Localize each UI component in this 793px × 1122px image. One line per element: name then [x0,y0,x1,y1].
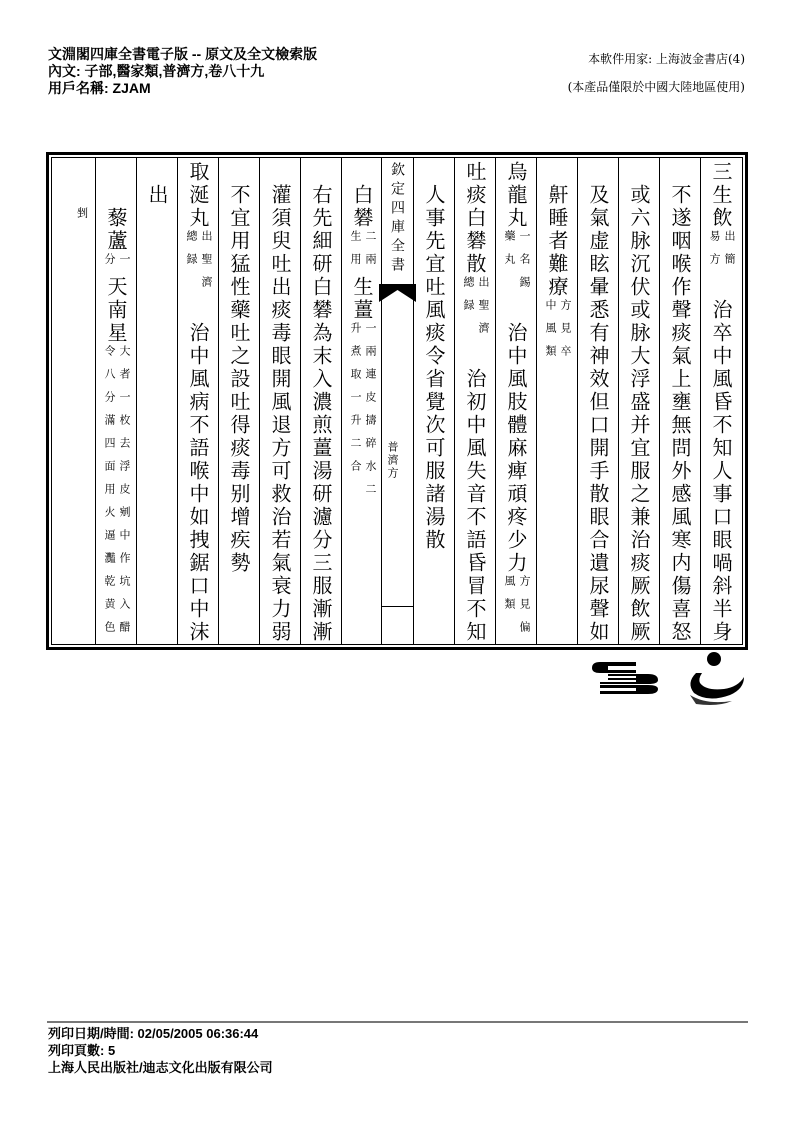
document-header [48,46,317,97]
center-fold-panel [381,158,413,644]
text-column [177,158,218,644]
text-column [495,158,536,644]
ingredient: 藜蘆 [104,207,128,253]
annotation: 出聖濟 總録 [462,276,490,345]
text-line: 或六脉沉伏或脉大浮盛并宜服之兼治痰厥飲厥 [627,184,651,644]
text-line: 治卒中風昏不知人事口眼喎斜半身 [709,299,733,644]
panel-divider [382,606,413,607]
text-column [300,158,341,644]
header-restriction: (本產品僅限於中國大陸地區使用) [567,80,745,94]
annotation: 二兩 生用 [349,230,377,276]
ingredient: 白礬 [350,184,374,230]
text-line: 右先細研白礬為末入濃煎薑湯研濾分三服漸漸 [309,184,333,644]
fishtail-mark-icon [379,284,416,302]
digital-heritage-logo-icon [686,651,746,707]
ingredient: 生薑 [350,276,374,322]
text-line: 人事先宜吐風痰令省覺次可服諸湯散 [422,184,446,552]
formula-title: 三生飲 [709,161,733,230]
formula-title: 烏龍丸 [504,161,528,230]
publisher-logo-icon [592,662,658,694]
text-column [95,158,136,644]
text-column [659,158,700,644]
text-line: 鼾睡者難療 [545,184,569,299]
publisher-credit: 上海人民出版社/迪志文化出版有限公司 [48,1060,273,1075]
book-title: 欽定四庫全書 [389,162,405,276]
annotation: 出簡 易方 [708,230,736,276]
text-column [341,158,382,644]
text-line: 灌須臾吐出痰毒眼開風退方可救治若氣衰力弱 [268,184,292,644]
annotation: 方見卒 中風類 [544,299,572,368]
text-line: 出 [145,184,169,207]
text-line: 不宜用猛性藥吐之設吐得痰毒别增疾勢 [227,184,251,575]
text-column [259,158,300,644]
print-datetime: 列印日期/時間: 02/05/2005 06:36:44 [48,1026,259,1041]
document-footer [48,1025,273,1076]
text-column [536,158,577,644]
header-title: 文淵閣四庫全書電子版 -- 原文及全文檢索版 [48,46,318,62]
footer-divider [47,1021,748,1023]
text-column [52,158,95,644]
text-column [700,158,741,644]
annotation: 一 分 [103,253,131,276]
text-column [577,158,618,644]
text-line: 治中風肢體麻痺頑疼少力 [504,322,528,575]
header-username: 用戶名稱: ZJAM [48,80,151,96]
annotation: 剉 [75,207,89,230]
text-line: 不遂咽喉作聲痰氣上壅無問外感風寒内傷喜怒 [668,184,692,644]
annotation: 一名錫 藥丸 [503,230,531,299]
text-column [218,158,259,644]
text-column [618,158,659,644]
annotation: 方見偏 風類 [503,575,531,644]
annotation: 出聖濟 總録 [185,230,213,299]
text-line: 治初中風失音不語昏冒不知 [463,368,487,644]
text-page-frame [46,152,748,650]
annotation: 大者一枚去浮皮剜中作坑入醋 令八分滿四面用火逼灩乾黄色 [103,345,131,644]
formula-title: 取涎丸 [186,161,210,230]
text-column [413,158,454,644]
text-line: 及氣虚眩暈悉有神效但口開手散眼合遺尿聲如 [586,184,610,644]
print-page-count: 列印頁數: 5 [48,1043,116,1058]
text-line: 治中風病不語喉中如拽鋸口中沫 [186,322,210,644]
text-column [454,158,495,644]
volume-label: 普濟方 [386,441,399,480]
ingredient: 天南星 [104,276,128,345]
header-content-path: 內文: 子部,醫家類,普濟方,卷八十九 [48,63,265,79]
text-column [136,158,177,644]
formula-title: 吐痰白礬散 [463,161,487,276]
annotation: 一兩連皮擣碎水二 升煮取一升二合 [349,322,377,506]
header-licensee: 本軟件用家: 上海波金書店(4) [588,52,745,66]
